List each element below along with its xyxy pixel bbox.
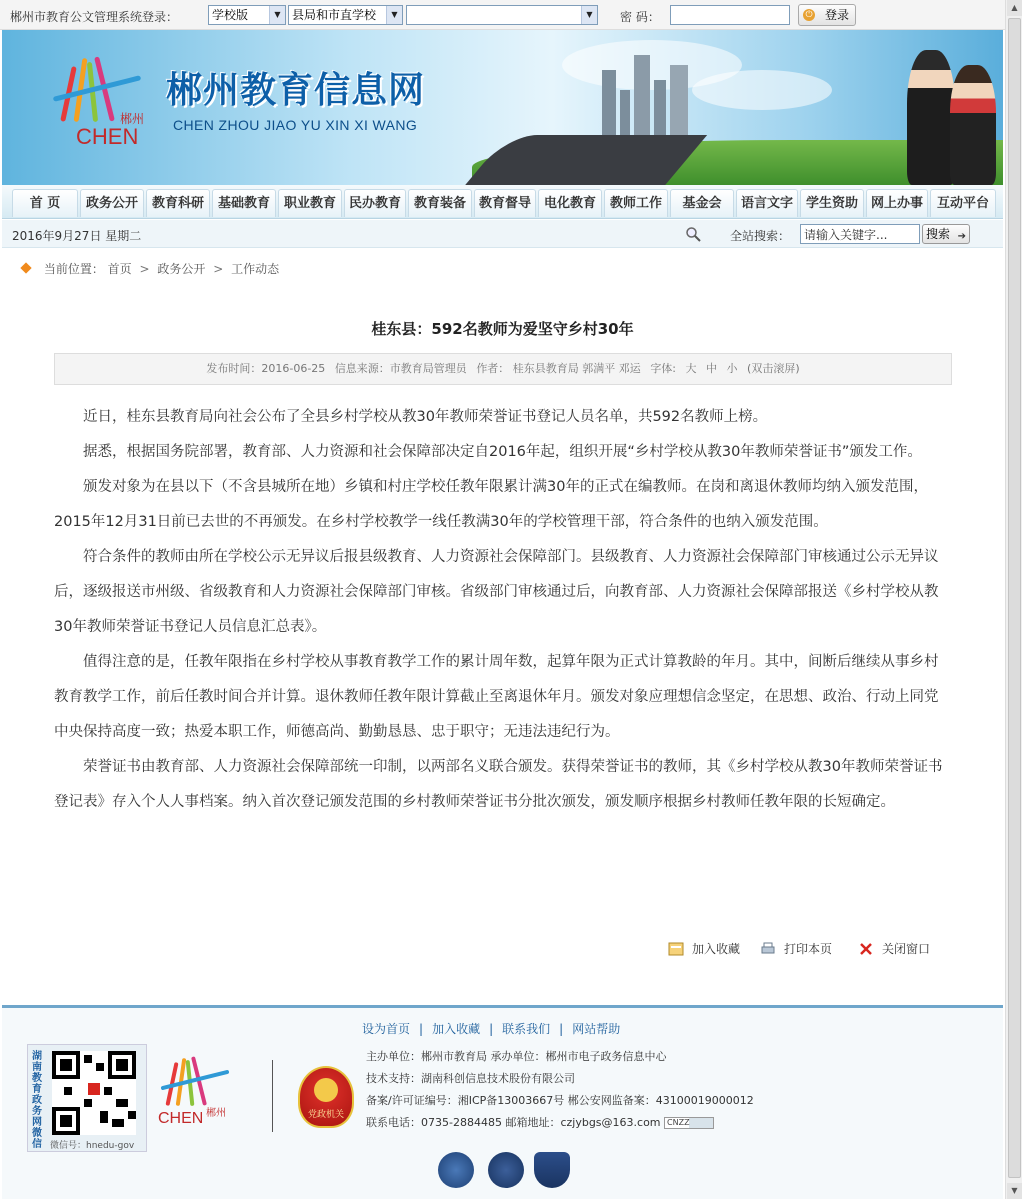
logo-city: 郴州 [120,112,145,126]
login-icon: ⏻ [803,9,815,21]
version-select-value: 学校版 [212,8,249,22]
nav-item-interaction[interactable]: 互动平台 [930,189,996,217]
banner-building [620,90,630,140]
favorite-icon [668,942,684,956]
banner-cloud [692,70,832,110]
qr-code-icon [52,1051,136,1135]
site-title: 郴州教育信息网 [166,70,426,111]
login-bar [0,0,1022,30]
nav-item-vocational[interactable]: 职业教育 [278,189,342,217]
print-label: 打印本页 [784,942,833,956]
search-button-label: 搜索 [926,227,951,241]
search-button[interactable] [922,224,970,244]
footer-contact-row [366,1112,754,1134]
banner-road [457,135,707,185]
version-select[interactable] [208,5,286,25]
wechat-qr-panel [27,1044,147,1152]
footer-link-help[interactable]: 网站帮助 [572,1022,621,1036]
footer-link-set-home[interactable]: 设为首页 [362,1022,411,1036]
search-label: 全站搜索： [730,229,791,243]
footer-divider [272,1060,273,1132]
footer-link-separator: | [489,1022,494,1036]
article-paragraph: 符合条件的教师由所在学校公示无异议后报县级教育、人力资源社会保障部门。县级教育、人力资源社会保障部门审核通过公示无异议后，逐级报送市州级、省级教育和人力资源社会保障部门审核。省级部门审核通过后，向教育部、人力资源社会保障部报送《乡村学校从教30年教师荣誉证书登记人员信息汇总表》。 [54,549,939,635]
site-pinyin: CHEN ZHOU JIAO YU XIN XI WANG [173,117,418,133]
printer-icon [760,942,776,956]
unit-type-select-value: 县局和市直学校 [292,8,377,22]
footer-contact: 联系电话：0735-2884485 邮箱地址：czjybgs@163.com [366,1116,661,1129]
nav-item-gov-affairs[interactable]: 政务公开 [80,189,144,217]
unit-type-select[interactable] [288,5,403,25]
site-banner [2,30,1003,185]
search-input[interactable] [800,224,920,244]
add-favorite-link[interactable] [668,940,740,957]
article-body [54,400,952,820]
government-badge-label: 党政机关 [307,1110,344,1120]
footer-link-favorite[interactable]: 加入收藏 [432,1022,481,1036]
nav-item-foundation[interactable]: 基金会 [670,189,734,217]
banner-building [602,70,616,140]
vertical-scrollbar[interactable] [1005,0,1022,1199]
breadcrumb-prefix: 当前位置： [43,262,104,276]
info-bar [2,220,1003,248]
bullet-icon [20,262,31,273]
banner-building [634,55,650,140]
font-size-large[interactable]: 大 [685,362,697,375]
login-label: 郴州市教育公文管理系统登录： [10,10,179,24]
nav-item-basic-education[interactable]: 基础教育 [212,189,276,217]
unit-select[interactable] [406,5,598,25]
breadcrumb-separator: > [213,262,224,276]
font-size-small[interactable]: 小 [726,362,738,375]
article-paragraph: 近日，桂东县教育局向社会公布了全县乡村学校从教30年教师荣誉证书登记人员名单，共592名教师上榜。 [83,409,768,425]
breadcrumb-home[interactable]: 首页 [107,262,132,276]
scroll-down-icon[interactable]: ▼ [1007,1183,1022,1199]
main-nav [2,185,1003,219]
arrow-right-icon: ➔ [957,231,966,242]
close-window-label: 关闭窗口 [882,942,931,956]
breadcrumb-work-news[interactable]: 工作动态 [231,262,280,276]
banner-building [670,65,688,140]
auto-scroll-hint: (双击滚屏) [747,362,800,375]
publish-date: 发布时间：2016-06-25 [206,362,326,375]
logo-text: CHEN [76,124,139,149]
article-title: 桂东县：592名教师为爱坚守乡村30年 [371,320,634,338]
banner-person-woman [950,65,996,185]
article-author: 作者： 桂东县教育局 郭满平 邓运 [476,362,641,375]
password-input[interactable] [670,5,790,25]
article-paragraph: 荣誉证书由教育部、人力资源社会保障部统一印制，以两部名义联合颁发。获得荣誉证书的教师，其《乡村学校从教30年教师荣誉证书登记表》存入个人人事档案。纳入首次登记颁发范围的乡村教师荣誉证书分批次颁发，颁发顺序根据乡村教师任教年限的长短确定。 [54,759,943,810]
footer-logo-text: CHEN [158,1110,204,1127]
nav-item-supervision[interactable]: 教育督导 [474,189,536,217]
cnzz-counter[interactable]: CNZZ [664,1117,714,1129]
footer-links [362,1020,620,1037]
nav-item-home[interactable]: 首 页 [12,189,78,217]
breadcrumb-gov-affairs[interactable]: 政务公开 [157,262,206,276]
nav-item-teachers[interactable]: 教师工作 [604,189,668,217]
government-badge[interactable] [298,1066,354,1128]
footer-host: 主办单位：郴州市教育局 承办单位：郴州市电子政务信息中心 [366,1050,667,1063]
footer-city-logo [152,1056,252,1136]
font-size-medium[interactable]: 中 [706,362,718,375]
banner-person-man [907,50,955,185]
chevron-down-icon[interactable]: ▼ [269,6,285,24]
footer-logo-city: 郴州 [206,1108,226,1119]
password-label: 密 码： [620,10,660,24]
scroll-up-icon[interactable]: ▲ [1007,0,1022,16]
nav-item-e-education[interactable]: 电化教育 [538,189,602,217]
article-paragraph: 颁发对象为在县以下（不含县城所在地）乡镇和村庄学校任教年限累计满30年的正式在编教师。在岗和离退休教师均纳入颁发范围，2015年12月31日前已去世的不再颁发。在乡村学校教学一线任教满30年的学校管理干部，符合条件的也纳入颁发范围。 [54,479,928,530]
footer-link-separator: | [419,1022,424,1036]
close-icon [858,942,874,956]
close-window-link[interactable] [858,940,930,957]
breadcrumb [22,260,279,276]
footer-link-contact[interactable]: 联系我们 [502,1022,551,1036]
emblem-icon [314,1078,338,1102]
footer-icp: 备案/许可证编号：湘ICP备13003667号 郴公安网监备案：43100019000012 [366,1094,754,1107]
chevron-down-icon[interactable]: ▼ [581,6,597,24]
login-button-label: 登录 [824,8,849,22]
footer-tech-support: 技术支持：湖南科创信息技术股份有限公司 [366,1072,575,1085]
nav-item-private[interactable]: 民办教育 [344,189,406,217]
scroll-thumb[interactable] [1008,18,1021,1178]
add-favorite-label: 加入收藏 [692,942,741,956]
print-link[interactable] [760,940,832,957]
article-paragraph: 值得注意的是，任教年限指在乡村学校从事教育教学工作的累计周年数，起算年限为正式计算教龄的年月。其中，间断后继续从事乡村教育教学工作，前后任教时间合并计算。退休教师任教年限计算截止至离退休年月。颁发对象应理想信念坚定，在思想、政治、行动上同党中央保持高度一致；热爱本职工作，师德高尚、勤勤恳恳、忠于职守；无违法违纪行为。 [54,654,939,740]
nav-item-language[interactable]: 语言文字 [736,189,798,217]
article-paragraph: 据悉，根据国务院部署，教育部、人力资源和社会保障部决定自2016年起，组织开展“乡村学校从教30年教师荣誉证书”颁发工作。 [83,444,922,460]
police-icons [438,1152,578,1192]
footer-info [366,1046,754,1134]
nav-item-research[interactable]: 教育科研 [146,189,210,217]
nav-item-online-service[interactable]: 网上办事 [866,189,928,217]
site-footer [2,1005,1003,1199]
banner-building [654,80,666,140]
info-source: 信息来源：市教育局管理员 [334,362,467,375]
qr-wechat-id: 微信号：hnedu-gov [50,1141,135,1151]
search-icon [685,226,701,242]
chevron-down-icon[interactable]: ▼ [386,6,402,24]
font-size-label: 字体: [650,362,677,375]
police-officer-icon[interactable] [488,1152,524,1188]
police-icon[interactable] [438,1152,474,1188]
nav-item-equipment[interactable]: 教育装备 [408,189,472,217]
login-button[interactable] [798,4,856,26]
nav-item-student-aid[interactable]: 学生资助 [800,189,864,217]
cyber-police-icon[interactable] [534,1152,570,1188]
footer-link-separator: | [559,1022,564,1036]
current-date: 2016年9月27日 星期二 [12,229,142,243]
breadcrumb-separator: > [139,262,150,276]
article-meta [54,353,952,385]
qr-vertical-title: 湖南教育政务网微信 [32,1051,42,1150]
